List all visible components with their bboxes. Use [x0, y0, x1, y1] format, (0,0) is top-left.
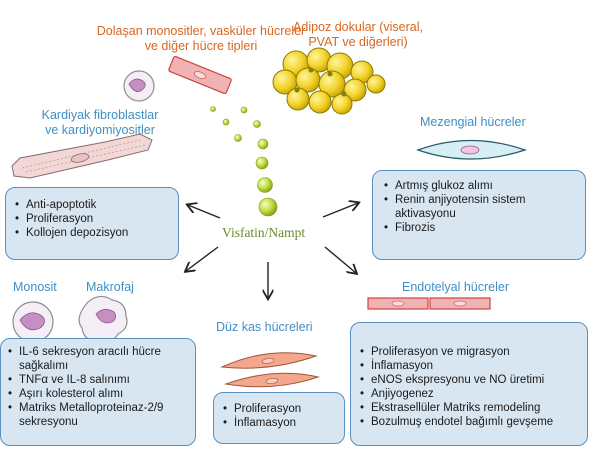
list-item: • eNOS ekspresyonu ve NO üretimi: [357, 373, 581, 387]
list-item: • Artmış glukoz alımı: [381, 179, 579, 193]
red-vessel-cell-icon: [168, 56, 231, 94]
mesangial-cell-icon: [418, 141, 525, 160]
endothelial-effects-box: [350, 322, 588, 446]
list-item: • Proliferasyon ve migrasyon: [357, 345, 581, 359]
visfatin-molecule-icon: [211, 107, 278, 217]
smooth-muscle-cells-title: Düz kas hücreleri: [216, 320, 313, 334]
macrophage-icon: [79, 296, 127, 341]
circulating-cells-title: Dolaşan monositler, vasküler hücreler ve diğer hücre tipleri: [96, 24, 306, 53]
cardiac-effects-box: [5, 187, 179, 260]
list-item: • IL-6 sekresyon aracılı hücre sağkalımı: [5, 345, 191, 373]
adipocyte-cluster-icon: [273, 48, 385, 114]
endothelial-cells-title: Endotelyal hücreler: [402, 280, 510, 294]
monocyte-cell-icon: [124, 71, 154, 101]
list-item: • İnflamasyon: [220, 416, 338, 430]
monocyte-title: Monosit: [13, 280, 57, 294]
list-item: • Bozulmuş endotel bağımlı gevşeme: [357, 415, 581, 429]
mesangial-effects-box: [372, 170, 586, 260]
visfatin-nampt-label: Visfatin/Nampt: [222, 225, 306, 240]
endothelial-cell-icon: [368, 298, 490, 309]
list-item: • İnflamasyon: [357, 359, 581, 373]
smooth-muscle-cell-icon: [222, 353, 318, 387]
monocyte-icon: [13, 302, 53, 342]
list-item: • Proliferasyon: [12, 212, 172, 226]
list-item: • Anti-apoptotik: [12, 198, 172, 212]
list-item: • Aşırı kolesterol alımı: [5, 387, 191, 401]
cardiomyocyte-icon: [12, 134, 152, 178]
list-item: • Fibrozis: [381, 221, 579, 235]
monocyte-effects-box: [0, 338, 196, 446]
macrophage-title: Makrofaj: [86, 280, 134, 294]
list-item: • Matriks Metalloproteinaz-2/9 sekresyonu: [5, 401, 191, 429]
list-item: • Proliferasyon: [220, 402, 338, 416]
list-item: • Kollojen depozisyon: [12, 226, 172, 240]
arrow-icon: [186, 203, 358, 298]
mesangial-cells-title: Mezengial hücreler: [420, 115, 526, 129]
list-item: • Ekstrasellüler Matriks remodeling: [357, 401, 581, 415]
list-item: • TNFα ve IL-8 salınımı: [5, 373, 191, 387]
cardiac-cells-title: Kardiyak fibroblastlar ve kardiyomiyositler: [41, 108, 159, 137]
list-item: • Renin anjiyotensin sistem aktivasyonu: [381, 193, 579, 221]
list-item: • Anjiyogenez: [357, 387, 581, 401]
smooth-muscle-effects-box: [213, 392, 345, 444]
adipose-tissue-title: Adipoz dokular (viseral, PVAT ve diğerleri): [293, 20, 423, 49]
